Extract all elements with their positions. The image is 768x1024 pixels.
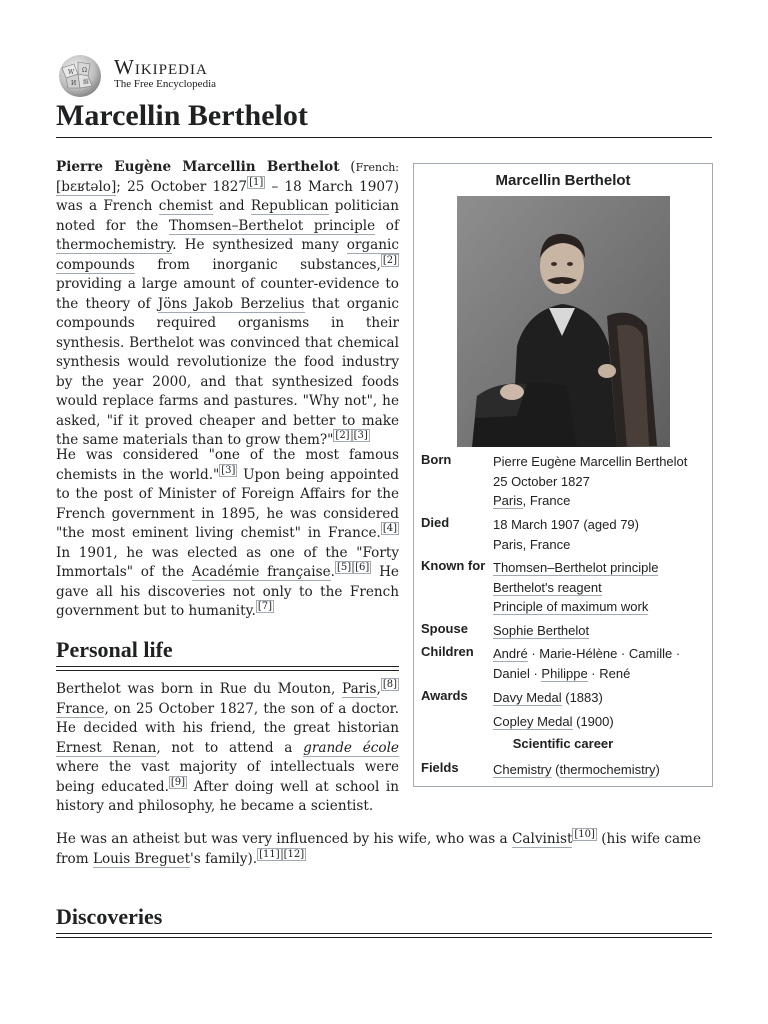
- svg-text:Ω: Ω: [82, 67, 87, 74]
- infobox-label-fields: Fields: [421, 760, 459, 775]
- infobox-label-children: Children: [421, 644, 474, 659]
- child-daniel: Daniel: [493, 665, 530, 681]
- text: politician noted for the: [56, 198, 399, 234]
- infobox-row-awards: [421, 688, 706, 732]
- site-header: [56, 54, 306, 98]
- born-place: [493, 491, 705, 511]
- text: ,: [376, 681, 381, 697]
- intro-paragraph-1: Pierre Eugène Marcellin Berthelot (French: [bɛʁtəlo]; 25 October 1827 [1] – 18 March 1907) was a French chemist and Republican politician noted for the Thomsen–Berthelot principle of thermochemistry. He synthesized many organic compounds from inorganic substances, [2] providing a large amount of counter-evidence to the theory of Jöns Jakob Berzelius that organic compounds required organisms in their synthesis. Berthelot was convinced that chemical synthesis would revolutionize the food industry by the year 2000, and that synthesized foods would replace farms and pastures. "Why not", he asked, "if it proved cheaper and better to make the same materials than to grow them?" [2] [3]: [56, 159, 400, 448]
- language-label: French:: [355, 161, 400, 174]
- link-sophie-berthelot[interactable]: Sophie Berthelot: [493, 623, 590, 638]
- infobox-value-born: [493, 452, 705, 511]
- link-academie-francaise[interactable]: Académie française: [191, 564, 331, 580]
- infobox-value-children: [493, 644, 705, 683]
- separator: ·: [587, 665, 600, 681]
- child-rene: René: [599, 665, 631, 681]
- text: ; 25 October 1827: [116, 178, 248, 195]
- text: Upon being appointed to the post of Minister of Foreign Affairs for the French government in 1895, he was considered "the most eminent living chemist" in France.: [56, 466, 399, 541]
- subject-name: Pierre Eugène Marcellin Berthelot: [56, 159, 340, 175]
- text: .: [330, 564, 335, 580]
- infobox-row-spouse: [421, 621, 706, 641]
- wikipedia-wordmark[interactable]: [114, 56, 216, 90]
- personal-life-paragraph-1: [56, 680, 399, 817]
- citation-3b[interactable]: [3]: [221, 464, 236, 476]
- section-divider: [56, 666, 399, 671]
- separator: ·: [672, 646, 681, 661]
- citation-4[interactable]: [4]: [382, 523, 397, 535]
- link-field-thermochemistry[interactable]: thermochemistry: [559, 762, 656, 777]
- ipa-link[interactable]: [bɛʁtəlo]: [56, 178, 117, 195]
- infobox-value-died: [493, 515, 705, 554]
- infobox-row-children: [421, 644, 706, 684]
- text: Berthelot was born in Rue du Mouton,: [56, 681, 343, 697]
- infobox-subheading-scientific-career: Scientific career: [512, 736, 614, 751]
- infobox-row-died: [421, 515, 706, 555]
- award-year: (1883): [561, 690, 603, 705]
- born-date: 25 October 1827: [493, 473, 590, 489]
- separator: ·: [527, 646, 540, 661]
- text: – 18 March 1907) was a French: [56, 178, 399, 214]
- link-thomsen-berthelot[interactable]: Thomsen–Berthelot principle: [168, 217, 376, 234]
- infobox-value-awards: [493, 688, 705, 731]
- separator: ·: [529, 665, 542, 681]
- link-louis-breguet[interactable]: Louis Breguet: [92, 850, 191, 867]
- section-divider: [56, 933, 712, 938]
- citation-2[interactable]: [2]: [382, 254, 397, 266]
- link-copley-medal[interactable]: Copley Medal: [493, 713, 573, 729]
- infobox-label-spouse: Spouse: [421, 621, 468, 636]
- citation-9[interactable]: [9]: [170, 776, 186, 788]
- site-name: Wikipedia: [114, 55, 208, 79]
- link-france[interactable]: France: [56, 700, 105, 717]
- wikipedia-globe-logo[interactable]: [56, 54, 104, 98]
- infobox-label-known-for: Known for: [421, 558, 486, 573]
- link-child-andre[interactable]: André: [493, 646, 528, 661]
- infobox-label-born: Born: [421, 452, 452, 467]
- died-date: 18 March 1907 (aged 79): [493, 517, 639, 532]
- link-chemist[interactable]: chemist: [158, 198, 213, 214]
- text: He was considered "one of the most famous chemists in the world.": [56, 447, 399, 483]
- link-grande-ecole[interactable]: grande école: [303, 739, 399, 756]
- link-born-paris[interactable]: Paris: [493, 493, 523, 508]
- page-title: Marcellin Berthelot: [56, 99, 308, 132]
- text: . He synthesized many: [172, 237, 347, 253]
- site-tagline: The Free Encyclopedia: [114, 78, 217, 90]
- svg-text:W: W: [68, 69, 75, 76]
- citation-6[interactable]: [6]: [355, 562, 370, 574]
- award-year: (1900): [572, 713, 614, 729]
- text: from inorganic substances,: [134, 256, 381, 273]
- link-davy-medal[interactable]: Davy Medal: [493, 690, 562, 705]
- link-calvinist[interactable]: Calvinist: [511, 831, 573, 847]
- text: and: [212, 198, 251, 214]
- born-country: , France: [522, 493, 571, 508]
- died-place: Paris, France: [493, 536, 571, 552]
- link-thermochemistry[interactable]: thermochemistry: [56, 237, 173, 253]
- svg-text:И: И: [71, 80, 77, 87]
- citation-7[interactable]: [7]: [257, 601, 272, 613]
- portrait-photo[interactable]: [457, 196, 670, 447]
- link-known-thomsen-berthelot[interactable]: Thomsen–Berthelot principle: [493, 560, 659, 575]
- text: where the vast majority of intellectuals were being educated.: [56, 759, 399, 795]
- link-paris[interactable]: Paris: [342, 681, 377, 697]
- text: , not to attend a: [156, 739, 304, 756]
- link-berthelots-reagent[interactable]: Berthelot's reagent: [493, 579, 602, 595]
- text: He gave all his discoveries not only to the French government but to humanity.: [56, 564, 399, 619]
- text: 's family).: [190, 850, 258, 867]
- child-marie-helene: Marie-Hélène: [539, 646, 618, 661]
- link-maximum-work[interactable]: Principle of maximum work: [493, 599, 649, 614]
- citation-12[interactable]: [12]: [283, 848, 305, 860]
- citation-11[interactable]: [11]: [259, 848, 280, 860]
- paren: ): [655, 762, 660, 777]
- text: In 1901, he was elected as one of the "Forty Immortals" of the: [56, 544, 399, 580]
- infobox: [413, 163, 713, 787]
- section-heading-personal-life: Personal life: [56, 637, 173, 662]
- citation-2b[interactable]: [2]: [335, 430, 350, 442]
- born-name: Pierre Eugène Marcellin Berthelot: [493, 454, 688, 469]
- link-republican[interactable]: Republican: [250, 198, 329, 214]
- infobox-row-born: [421, 452, 706, 512]
- intro-paragraph-2: [56, 446, 399, 622]
- infobox-value-fields: [493, 760, 705, 780]
- personal-life-paragraph-2: [56, 830, 712, 869]
- text: He was an atheist but was very influenced by his wife, who was a: [56, 831, 512, 847]
- link-child-philippe[interactable]: Philippe: [541, 665, 588, 681]
- title-divider: [56, 137, 712, 138]
- text: providing a large amount of counter-evidence to the theory of: [56, 276, 399, 312]
- text: (his wife came from: [56, 831, 701, 867]
- citation-10[interactable]: [10]: [574, 829, 595, 841]
- link-organic-compounds[interactable]: organic compounds: [56, 237, 399, 273]
- svg-text:維: 維: [83, 79, 90, 86]
- text: that organic compounds required organisms in their synthesis. Berthelot was convinced that chemical synthesis would revolutionize the food industry by the year 2000, and that synthesized foods would replace farms and pastures. "Why not", he asked, "if it proved cheaper and better to make the same materials than to grow them?": [56, 295, 399, 448]
- infobox-label-awards: Awards: [421, 688, 468, 703]
- infobox-title: Marcellin Berthelot: [495, 172, 631, 189]
- link-ernest-renan[interactable]: Ernest Renan: [56, 739, 157, 756]
- infobox-value-known-for: [493, 558, 705, 617]
- separator: ·: [617, 646, 629, 661]
- infobox-row-known-for: [421, 558, 706, 618]
- citation-5[interactable]: [5]: [336, 562, 352, 574]
- text: After doing well at school in history and philosophy, he became a scientist.: [56, 778, 399, 814]
- citation-8[interactable]: [8]: [382, 679, 397, 691]
- link-chemistry[interactable]: Chemistry: [493, 762, 552, 777]
- section-heading-discoveries: Discoveries: [56, 904, 163, 929]
- text: , on 25 October 1827, the son of a doctor. He decided with his friend, the great historian: [56, 700, 399, 736]
- citation-3[interactable]: [3]: [353, 430, 368, 442]
- paren: (: [551, 762, 560, 777]
- infobox-value-spouse: [493, 621, 705, 641]
- citation-1[interactable]: [1]: [249, 176, 264, 188]
- link-berzelius[interactable]: Jöns Jakob Berzelius: [157, 295, 305, 312]
- infobox-label-died: Died: [421, 515, 450, 530]
- child-camille: Camille: [628, 646, 673, 661]
- infobox-row-fields: [421, 760, 706, 780]
- text: of: [375, 217, 400, 234]
